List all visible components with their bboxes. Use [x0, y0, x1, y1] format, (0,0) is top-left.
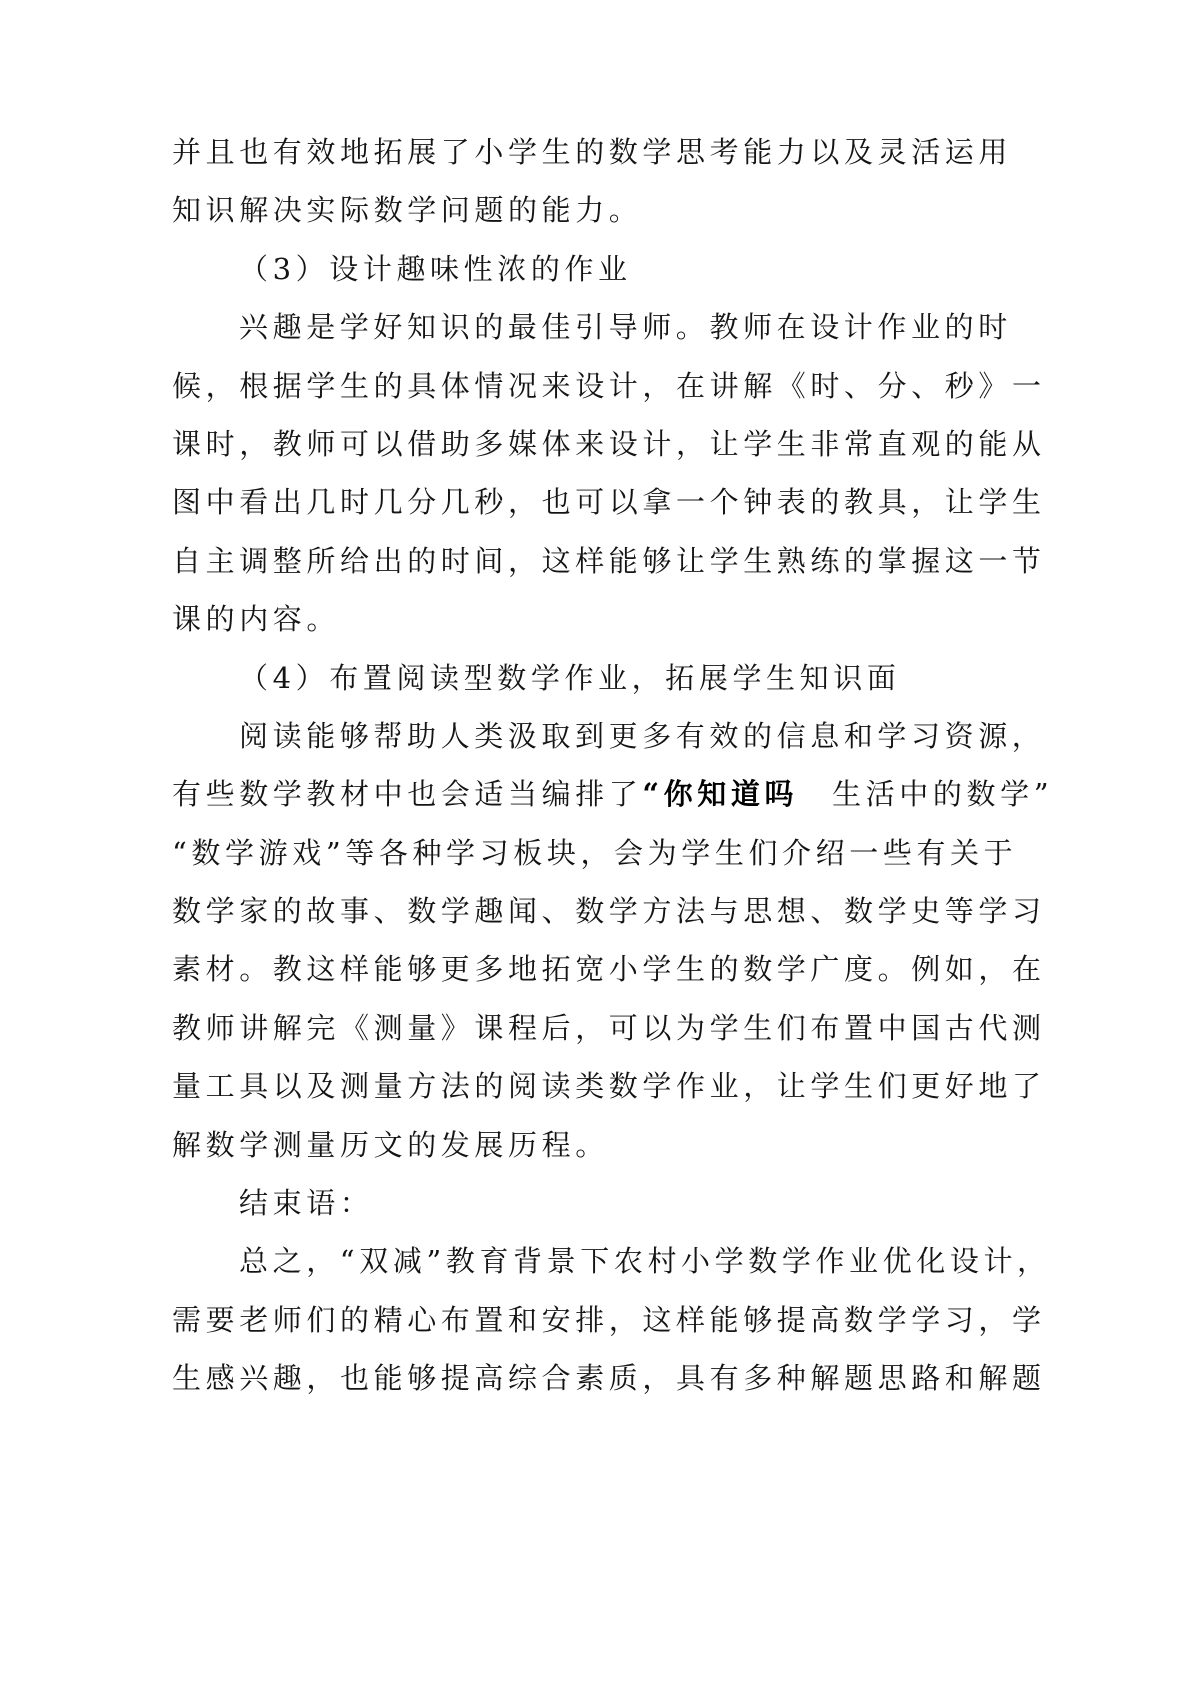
text-line: 候，根据学生的具体情况来设计，在讲解《时、分、秒》一 — [172, 368, 1046, 403]
section-heading-4: （4）布置阅读型数学作业，拓展学生知识面 — [239, 660, 901, 695]
text-line: 生感兴趣，也能够提高综合素质，具有多种解题思路和解题 — [172, 1361, 1046, 1396]
bold-text-segment: “你知道吗 — [642, 777, 799, 812]
text-line: 自主调整所给出的时间，这样能够让学生熟练的掌握这一节 — [172, 543, 1046, 578]
text-line: 课的内容。 — [172, 602, 341, 637]
text-line: 知识解决实际数学问题的能力。 — [172, 193, 643, 228]
section-heading-3: （3）设计趣味性浓的作业 — [239, 251, 632, 286]
text-line: 量工具以及测量方法的阅读类数学作业，让学生们更好地了 — [172, 1069, 1046, 1104]
body-text — [172, 123, 1072, 1408]
text-line: 数学家的故事、数学趣闻、数学方法与思想、数学史等学习 — [172, 894, 1046, 929]
paragraph-first-line: 总之，“双减”教育背景下农村小学数学作业优化设计， — [239, 1244, 1051, 1279]
text-line: 教师讲解完《测量》课程后，可以为学生们布置中国古代测 — [172, 1010, 1046, 1045]
text-segment: 生活中的数学” — [832, 777, 1054, 812]
text-line: “数学游戏”等各种学习板块，会为学生们介绍一些有关于 — [172, 835, 1018, 870]
conclusion-heading: 结束语： — [239, 1186, 374, 1221]
text-line — [172, 765, 1072, 823]
text-line: 课时，教师可以借助多媒体来设计，让学生非常直观的能从 — [172, 426, 1046, 461]
text-line: 素材。教这样能够更多地拓宽小学生的数学广度。例如，在 — [172, 952, 1046, 987]
text-line: 图中看出几时几分几秒，也可以拿一个钟表的教具，让学生 — [172, 485, 1046, 520]
text-segment: 有些数学教材中也会适当编排了 — [172, 777, 643, 812]
text-line: 并且也有效地拓展了小学生的数学思考能力以及灵活运用 — [172, 135, 1013, 169]
paragraph-first-line: 兴趣是学好知识的最佳引导师。教师在设计作业的时 — [239, 310, 1012, 345]
text-line: 解数学测量历文的发展历程。 — [172, 1127, 609, 1162]
text-line: 需要老师们的精心布置和安排，这样能够提高数学学习，学 — [172, 1302, 1046, 1337]
paragraph-first-line: 阅读能够帮助人类汲取到更多有效的信息和学习资源， — [239, 718, 1046, 753]
